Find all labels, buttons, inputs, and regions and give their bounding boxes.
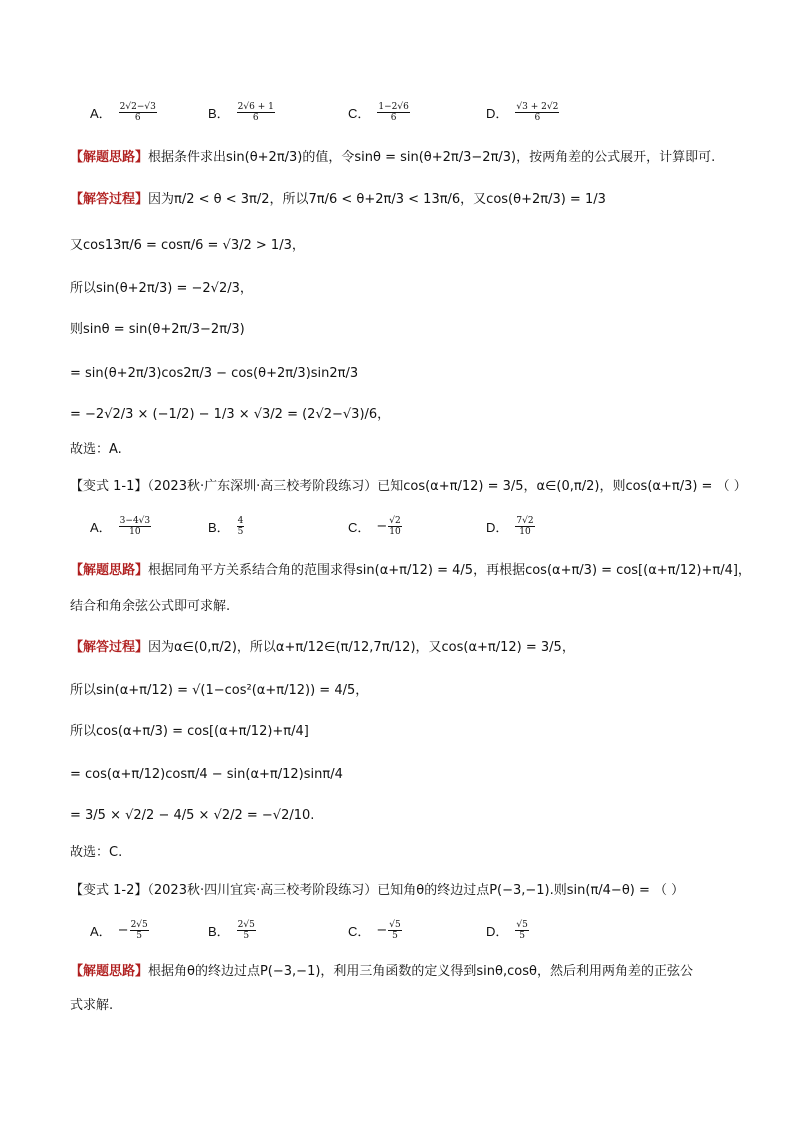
process-text: 因为π/2 < θ < 3π/2，所以7π/6 < θ+2π/3 < 13π/6，又cos(θ+2π/3) = 1/3 bbox=[148, 192, 606, 207]
option-label: A． bbox=[90, 520, 112, 535]
option-c bbox=[348, 516, 403, 537]
option-value: $\frac{2√6 + 1}{6}$ bbox=[237, 102, 274, 123]
option-value: $\frac{√5}{5}$ bbox=[516, 920, 528, 941]
option-label: D． bbox=[486, 924, 509, 939]
variant-tag: 【变式 1-1】 bbox=[70, 479, 148, 494]
option-a bbox=[90, 516, 152, 537]
option-value: − $\frac{√2}{10}$ bbox=[376, 516, 401, 537]
process-text: 因为α∈(0,π/2)，所以α+π/12∈(π/12,7π/12)，又cos(α+π/12) = 3/5， bbox=[148, 640, 575, 655]
option-c bbox=[348, 920, 403, 941]
option-label: B． bbox=[208, 924, 230, 939]
variant-1-1-step-1: 所以sin(α+π/12) = √(1−cos²(α+π/12)) = 4/5， bbox=[70, 683, 369, 698]
variant-stem: 已知cos(α+π/12) = 3/5，α∈(0,π/2)，则cos(α+π/3) = （ ） bbox=[377, 479, 747, 494]
option-d bbox=[486, 516, 536, 537]
process-tag: 【解答过程】 bbox=[70, 640, 149, 655]
thought-text: 根据角θ的终边过点P(−3,−1)，利用三角函数的定义得到sinθ,cosθ，然后利用两角差的正弦公 bbox=[148, 964, 693, 979]
variant-1-1-step-3: = cos(α+π/12)cosπ/4 − sin(α+π/12)sinπ/4 bbox=[70, 767, 343, 782]
option-value: $\frac{√3 + 2√2}{6}$ bbox=[516, 102, 559, 123]
thought-tag: 【解题思路】 bbox=[70, 150, 149, 165]
q1-step-2: 所以sin(θ+2π/3) = −2√2/3， bbox=[70, 281, 253, 296]
q1-thought bbox=[70, 148, 734, 168]
option-label: C． bbox=[348, 520, 371, 535]
option-value: $\frac{1-2√6}{6}$ bbox=[378, 102, 409, 123]
q1-process bbox=[70, 190, 734, 210]
variant-source: （2023秋·四川宜宾·高三校考阶段练习） bbox=[147, 883, 378, 898]
variant-1-1-thought-cont: 结合和角余弦公式即可求解. bbox=[70, 599, 231, 614]
option-label: C． bbox=[348, 924, 371, 939]
variant-tag: 【变式 1-2】 bbox=[70, 883, 148, 898]
variant-stem: 已知角θ的终边过点P(−3,−1).则sin(π/4−θ) = （ ） bbox=[377, 883, 685, 898]
variant-1-1-answer: 故选：C. bbox=[70, 845, 123, 860]
option-label: B． bbox=[208, 520, 230, 535]
q1-step-3: 则sinθ = sin(θ+2π/3−2π/3) bbox=[70, 322, 245, 337]
variant-1-1-step-2: 所以cos(α+π/3) = cos[(α+π/12)+π/4] bbox=[70, 724, 309, 739]
process-tag: 【解答过程】 bbox=[70, 192, 149, 207]
option-c bbox=[348, 102, 411, 123]
q1-answer: 故选：A. bbox=[70, 442, 122, 457]
option-label: D． bbox=[486, 106, 509, 121]
variant-1-2-options bbox=[90, 920, 730, 950]
thought-tag: 【解题思路】 bbox=[70, 563, 149, 578]
variant-1-1-options bbox=[90, 516, 730, 546]
thought-text: 根据条件求出sin(θ+2π/3)的值，令sinθ = sin(θ+2π/3−2π/3)，按两角差的公式展开，计算即可. bbox=[148, 150, 716, 165]
thought-tag: 【解题思路】 bbox=[70, 964, 149, 979]
variant-1-2-stem bbox=[70, 881, 734, 901]
option-label: C． bbox=[348, 106, 371, 121]
option-a bbox=[90, 920, 150, 941]
option-label: B． bbox=[208, 106, 230, 121]
option-a bbox=[90, 102, 158, 123]
option-label: A． bbox=[90, 106, 112, 121]
variant-1-1-thought bbox=[70, 561, 751, 581]
q1-step-4: = sin(θ+2π/3)cos2π/3 − cos(θ+2π/3)sin2π/3 bbox=[70, 366, 359, 381]
q1-options bbox=[90, 102, 730, 132]
option-label: D． bbox=[486, 520, 509, 535]
option-value: − $\frac{2√5}{5}$ bbox=[117, 920, 148, 941]
option-value: − $\frac{√5}{5}$ bbox=[376, 920, 401, 941]
option-value: $\frac{7√2}{10}$ bbox=[516, 516, 534, 537]
option-label: A． bbox=[90, 924, 112, 939]
option-b bbox=[208, 516, 245, 537]
variant-1-2-thought-cont: 式求解. bbox=[70, 998, 114, 1013]
thought-text: 根据同角平方关系结合角的范围求得sin(α+π/12) = 4/5，再根据cos(α+π/3) = cos[(α+π/12)+π/4]， bbox=[148, 563, 751, 578]
q1-step-5: = −2√2/3 × (−1/2) − 1/3 × √3/2 = (2√2−√3)/6， bbox=[70, 407, 391, 422]
variant-1-1-step-4: = 3/5 × √2/2 − 4/5 × √2/2 = −√2/10. bbox=[70, 808, 315, 823]
option-d bbox=[486, 102, 560, 123]
q1-step-1: 又cos13π/6 = cosπ/6 = √3/2 > 1/3， bbox=[70, 238, 305, 253]
variant-source: （2023秋·广东深圳·高三校考阶段练习） bbox=[147, 479, 378, 494]
option-d bbox=[486, 920, 530, 941]
option-value: $\frac{2√5}{5}$ bbox=[237, 920, 255, 941]
variant-1-1-stem bbox=[70, 477, 747, 497]
variant-1-1-process bbox=[70, 638, 734, 658]
variant-1-2-thought bbox=[70, 962, 734, 982]
option-b bbox=[208, 920, 257, 941]
option-value: $\frac{4}{5}$ bbox=[237, 516, 244, 537]
option-value: $\frac{3-4√3}{10}$ bbox=[119, 516, 151, 537]
option-b bbox=[208, 102, 276, 123]
option-value: $\frac{2√2-√3}{6}$ bbox=[119, 102, 156, 123]
